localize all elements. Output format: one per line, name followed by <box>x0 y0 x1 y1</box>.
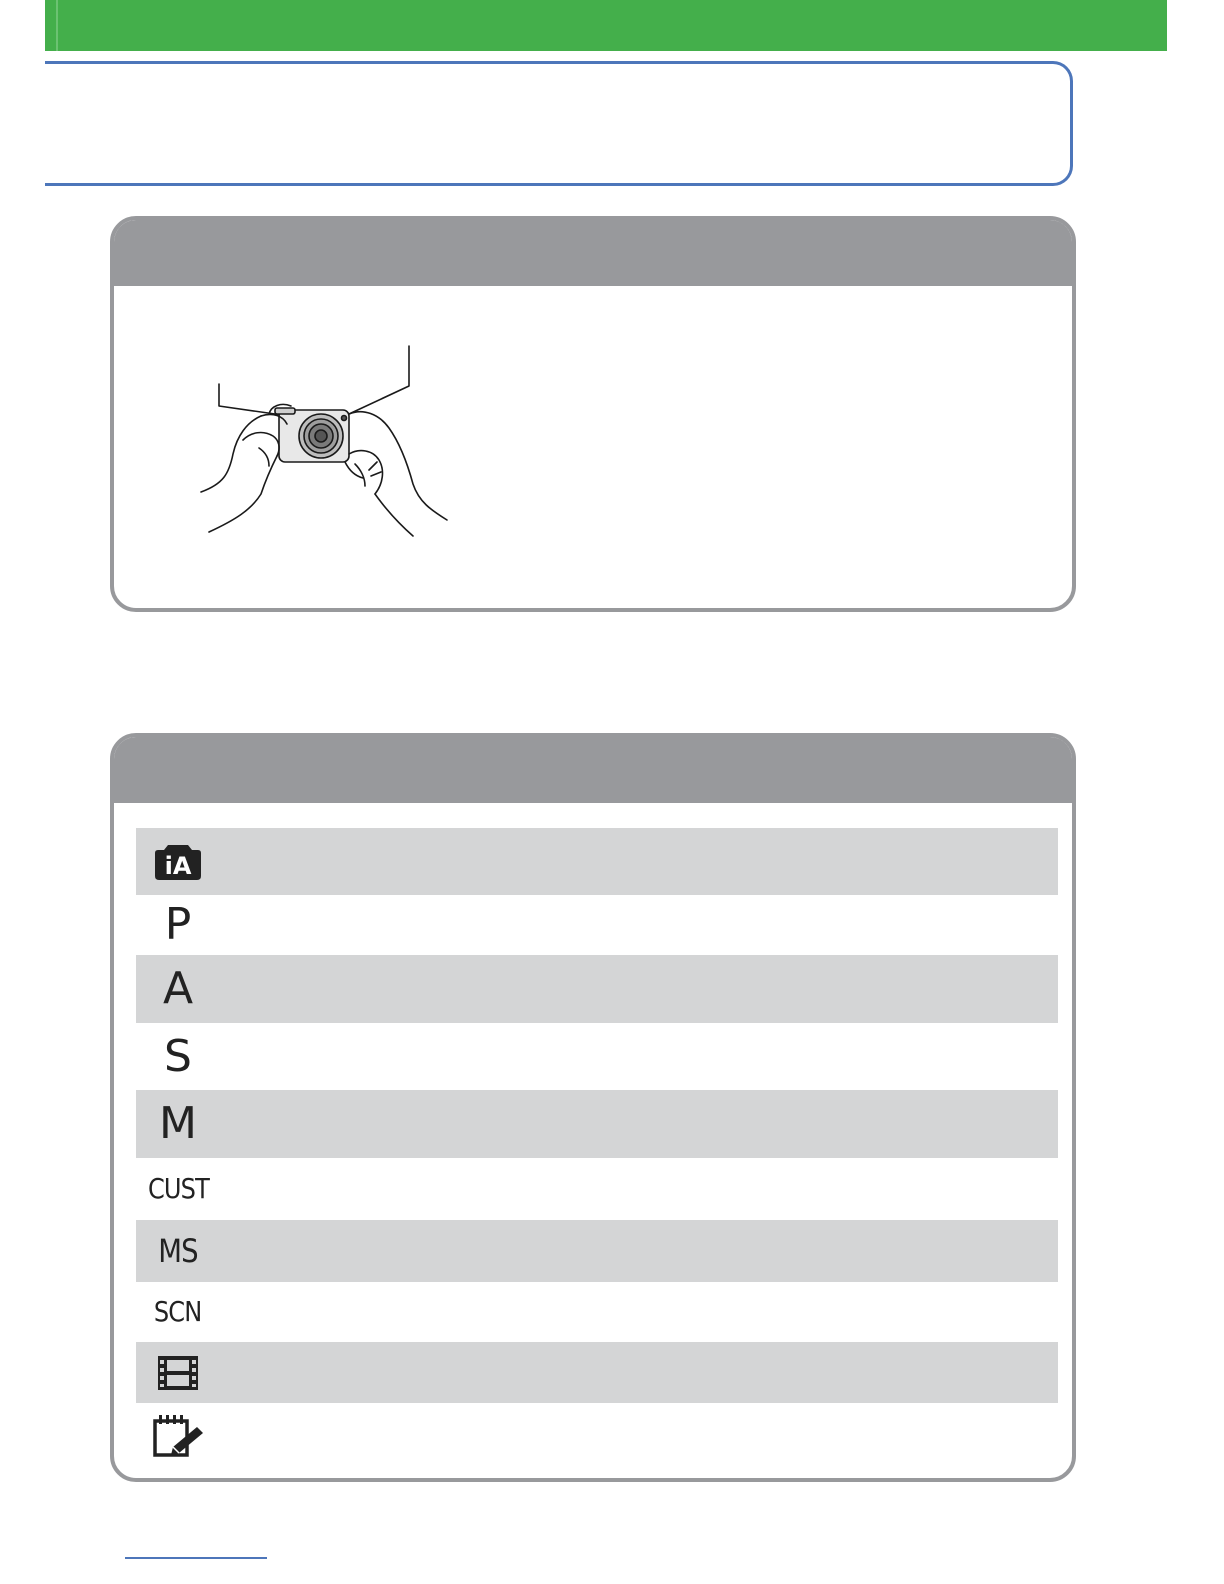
mode-row-movie <box>136 1342 1058 1403</box>
footer-link-underline[interactable] <box>125 1557 267 1559</box>
manual-mode-icon <box>142 1090 214 1158</box>
recording-modes-panel <box>110 733 1076 1482</box>
program-mode-label: P <box>164 899 192 950</box>
mode-row-program <box>136 895 1058 955</box>
program-mode-icon <box>142 895 214 955</box>
my-scene-label: MS <box>158 1232 198 1270</box>
aperture-priority-icon <box>142 955 214 1023</box>
custom-mode-label: CUST <box>147 1172 209 1205</box>
mode-list <box>136 828 1058 1469</box>
my-scene-icon <box>142 1220 214 1282</box>
mode-row-my-scene <box>136 1220 1058 1282</box>
modes-panel-header <box>114 737 1072 803</box>
mode-row-shutter <box>136 1023 1058 1090</box>
shutter-priority-icon <box>142 1023 214 1090</box>
manual-mode-label: M <box>159 1098 197 1149</box>
mode-row-custom <box>136 1158 1058 1220</box>
banner-stripe <box>56 0 58 51</box>
scene-mode-icon <box>142 1282 214 1342</box>
title-box <box>45 61 1073 186</box>
scene-mode-label: SCN <box>154 1295 202 1328</box>
intelligent-auto-label: iA <box>164 851 192 880</box>
mode-row-manual <box>136 1090 1058 1158</box>
mode-row-aperture <box>136 955 1058 1023</box>
holding-panel-header <box>114 220 1072 286</box>
aperture-priority-label: A <box>162 963 194 1014</box>
mode-row-clipboard <box>136 1403 1058 1469</box>
clipboard-mode-icon <box>142 1403 214 1469</box>
holding-camera-panel <box>110 216 1076 612</box>
camera-holding-illustration <box>199 344 451 540</box>
shutter-priority-label: S <box>164 1030 192 1082</box>
movie-mode-icon <box>142 1342 214 1403</box>
intelligent-auto-icon <box>142 828 214 895</box>
top-banner <box>45 0 1167 51</box>
mode-row-intelligent-auto <box>136 828 1058 895</box>
mode-row-scene <box>136 1282 1058 1342</box>
custom-mode-icon <box>142 1158 214 1220</box>
